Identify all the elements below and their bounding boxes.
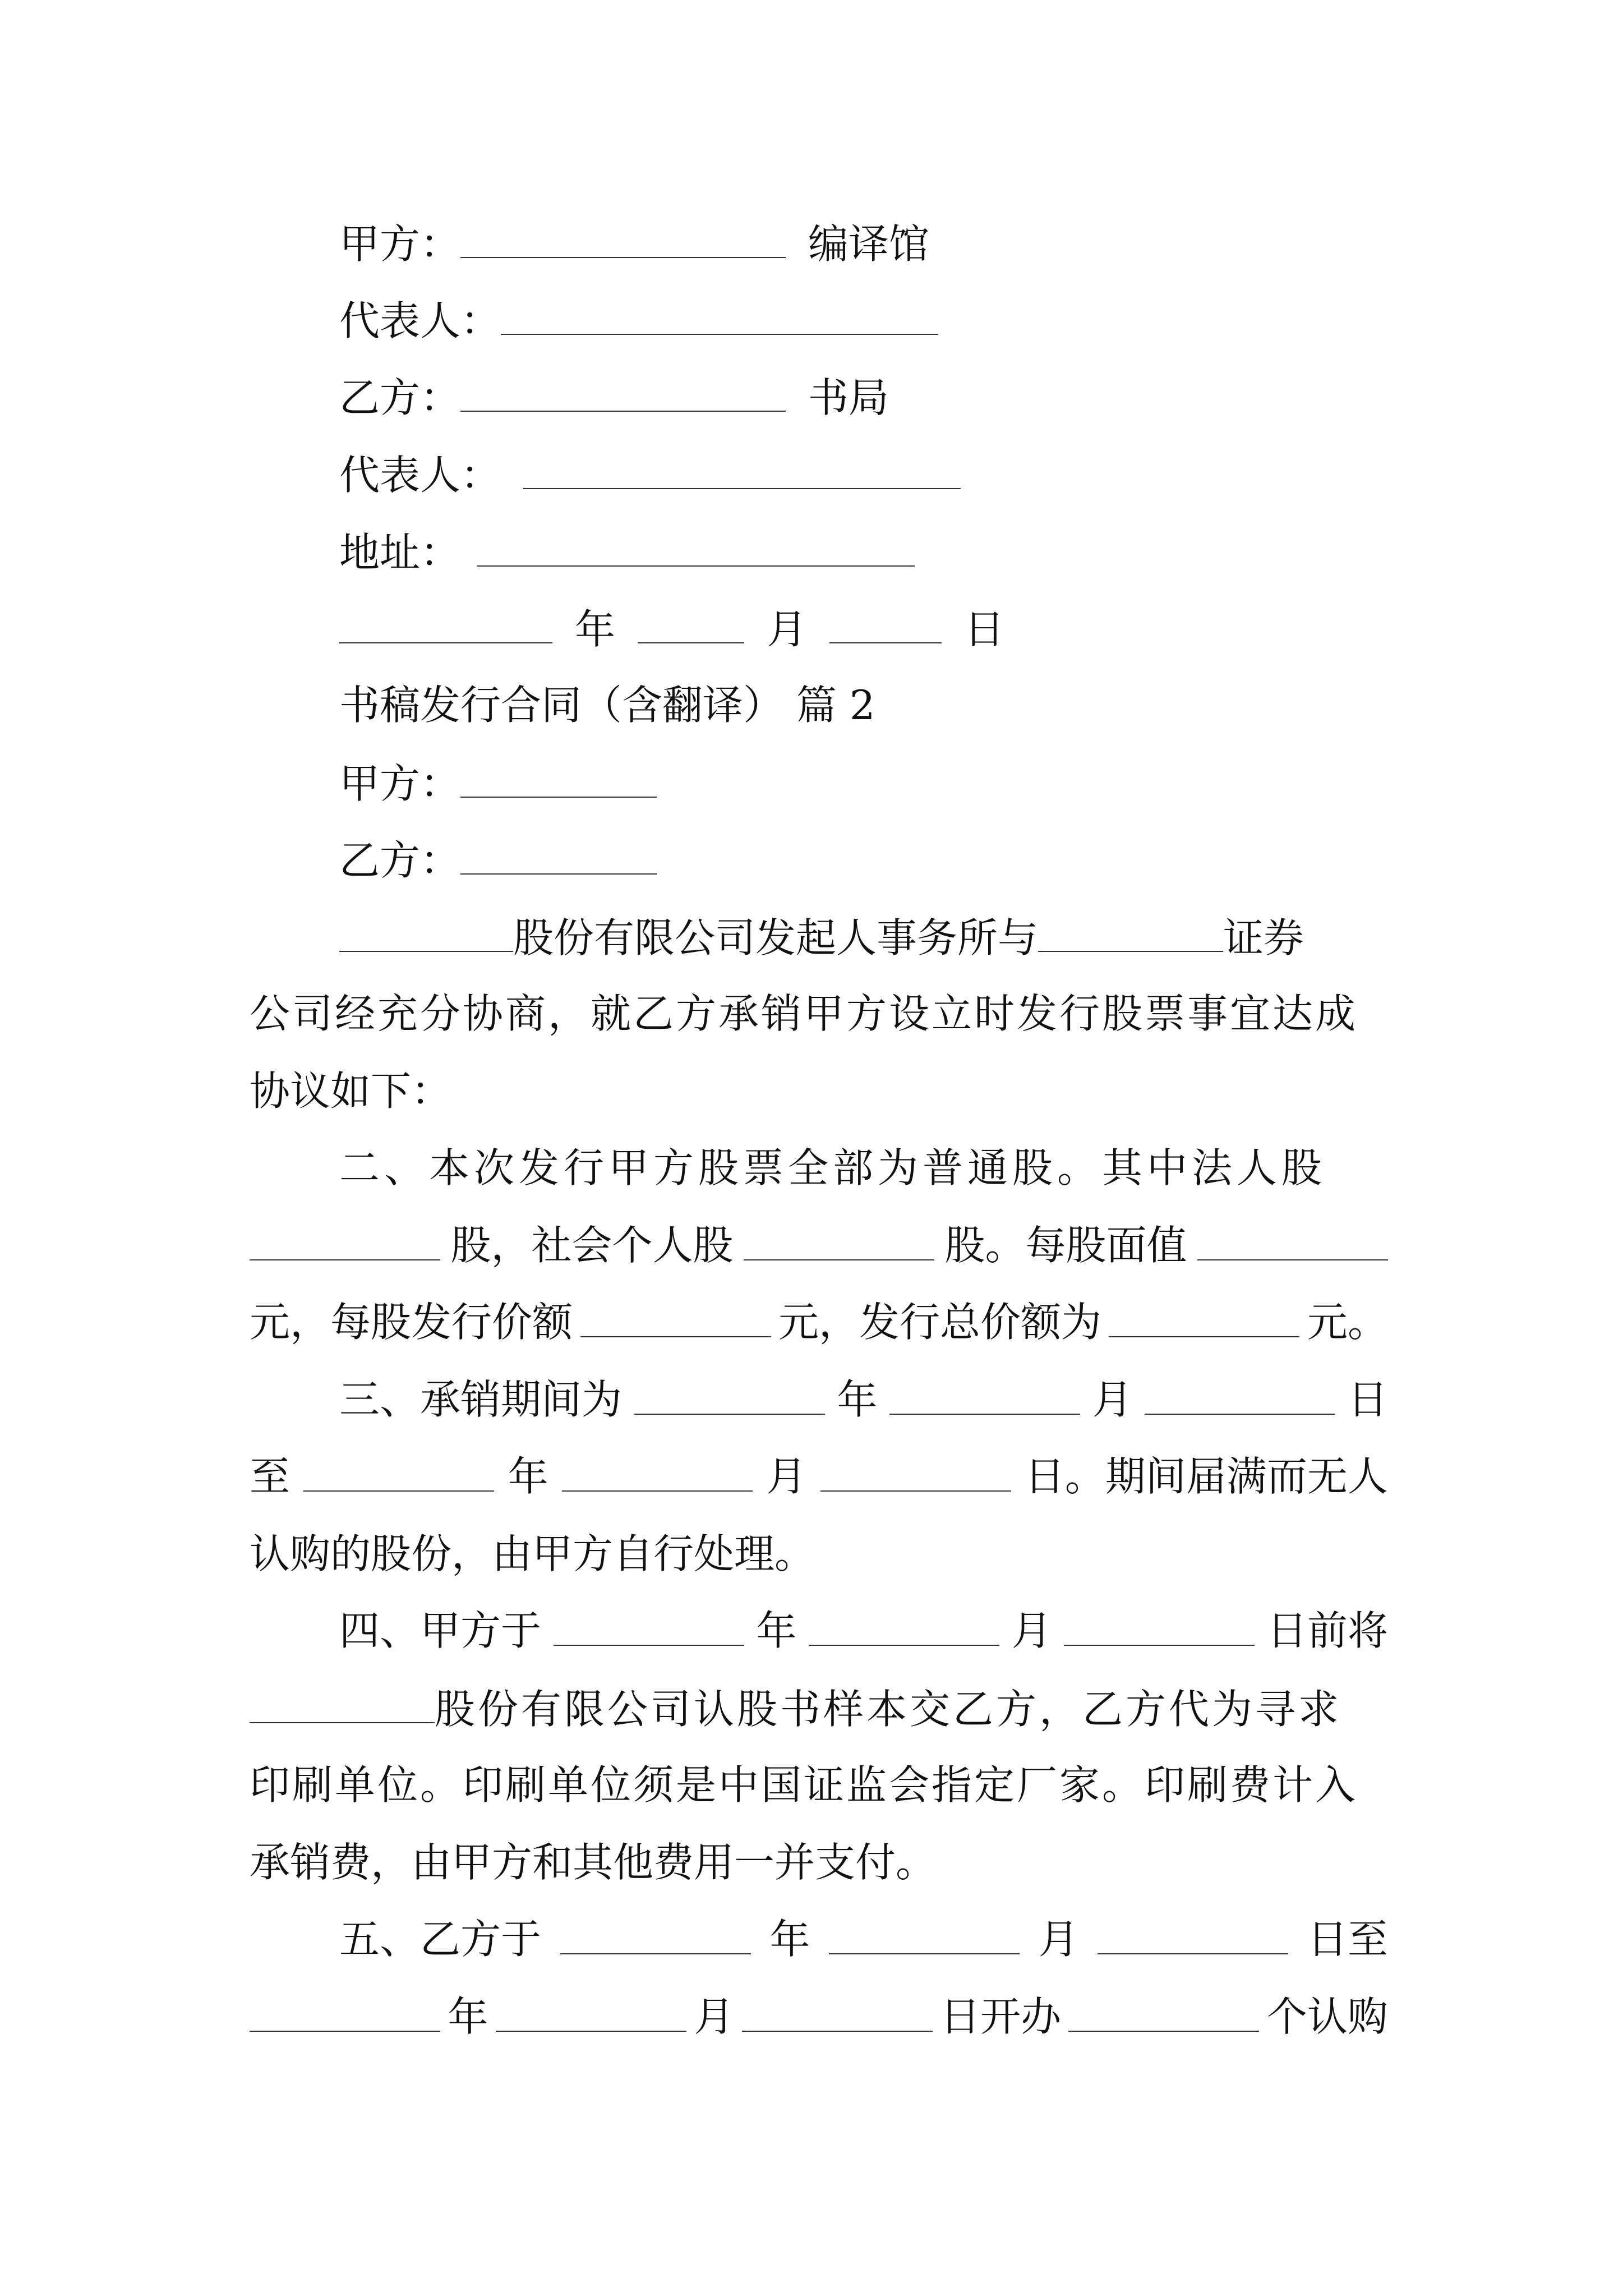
party-b-line-2 [339,834,657,885]
year-blank [339,603,552,643]
party-a-blank [460,218,786,258]
date-line [339,603,1004,654]
clause-2-text-b: 股。每股面值 [944,1222,1187,1269]
clause-4-text-a: 四、甲方于 [339,1607,542,1654]
individual-shares-blank [744,1220,934,1260]
start-year-blank [634,1374,825,1415]
clause-5-end-month: 月 [694,1993,735,2040]
clause-3-line-1 [339,1374,1388,1425]
representative-a-line [339,295,938,345]
end-year-blank [303,1451,494,1492]
end-month-blank [562,1451,753,1492]
start-month-blank [889,1374,1080,1415]
clause-2-text-e: 元。 [1307,1299,1388,1346]
intro-line-2: 公司经充分协商，就乙方承销甲方设立时发行股票事宜达成 [250,990,1358,1037]
clause-3-text-b: 至 [250,1453,291,1500]
clause-5-line-1 [339,1914,1388,1964]
clause-2-line-2 [250,1220,1388,1271]
party-b-line [339,371,889,422]
party-b-label-2: 乙方： [339,837,461,884]
day-label: 日 [964,606,1005,653]
clause-5-year: 年 [769,1916,810,1963]
contract-heading: 书稿发行合同（含翻译） 篇 2 [339,682,875,729]
clause-3-text-c: 日。期间届满而无人 [1024,1453,1388,1500]
delivery-day-blank [1064,1605,1255,1646]
party-a-label: 甲方： [339,220,461,268]
securities-blank [1038,912,1223,952]
intro-line-3: 协议如下： [250,1068,452,1115]
clause-5-text-c: 日开办 [940,1993,1062,2040]
legal-person-shares-blank [250,1220,440,1260]
issue-price-blank [580,1297,771,1337]
address-label: 地址： [339,529,461,576]
month-blank [638,603,744,643]
intro-line-1 [339,912,1388,962]
par-value-blank [1197,1220,1388,1260]
party-a-suffix: 编译馆 [808,220,930,268]
delivery-month-blank [809,1605,999,1646]
total-price-blank [1109,1297,1299,1337]
party-a-line-2 [339,757,657,808]
party-b-suffix: 书局 [808,374,889,421]
clause-4-month: 月 [1011,1607,1052,1654]
clause-4-line-1 [339,1605,1388,1656]
clause-4-line-3: 印刷单位。印刷单位须是中国证监会指定厂家。印刷费计入 [250,1761,1358,1809]
clause-5-text-a: 五、乙方于 [339,1916,542,1963]
representative-a-label: 代表人： [339,297,501,344]
clause-5-text-d: 个认购 [1266,1993,1388,2040]
clause-4-year: 年 [756,1607,797,1654]
clause-5-text-b: 日至 [1307,1916,1388,1963]
address-blank [477,526,915,567]
party-a-blank-2 [460,757,657,798]
day-blank [829,603,942,643]
month-label: 月 [767,606,808,653]
party-b-blank-2 [460,834,657,875]
start-day-blank [1145,1374,1335,1415]
clause-2-text-c: 元，每股发行价额 [250,1299,573,1346]
party-b-label: 乙方： [339,374,461,421]
clause-3-text-a: 三、承销期间为 [339,1376,623,1423]
representative-b-blank [523,449,961,489]
clause-4-text-b: 日前将 [1266,1607,1388,1654]
clause-3-month: 月 [1092,1376,1133,1423]
party-b-blank [460,371,786,412]
clause-5-line-2 [250,1991,1388,2042]
close-year-blank [250,1991,440,2032]
clause-2-text-d: 元，发行总价额为 [778,1299,1101,1346]
clause-4-line-4: 承销费，由甲方和其他费用一并支付。 [250,1839,937,1886]
clause-5-month: 月 [1038,1916,1079,1963]
delivery-year-blank [554,1605,744,1646]
address-line [339,526,915,577]
end-day-blank [820,1451,1011,1492]
intro-text-a: 股份有限公司发起人事务所与 [513,914,1039,961]
clause-2-line-3 [250,1297,1388,1347]
open-month-blank [829,1914,1020,1954]
party-a-line [339,218,929,268]
clause-4-text-c: 股份有限公司认股书样本交乙方，乙方代为寻求 [435,1686,1342,1733]
clause-3-line-3: 认购的股份，由甲方自行处理。 [250,1530,815,1577]
clause-3-line-2 [250,1451,1388,1502]
representative-a-blank [501,295,938,335]
clause-3-end-year: 年 [508,1453,548,1500]
clause-4-line-2 [250,1683,1341,1733]
close-day-blank [742,1991,933,2032]
clause-3-year: 年 [837,1376,878,1423]
representative-b-line [339,449,961,499]
clause-3-end-month: 月 [766,1453,807,1500]
close-month-blank [496,1991,686,2032]
year-label: 年 [575,606,616,653]
open-year-blank [560,1914,751,1954]
clause-5-end-year: 年 [448,1993,488,2040]
representative-b-label: 代表人： [339,452,501,499]
open-day-blank [1098,1914,1288,1954]
company-name-blank [250,1683,435,1723]
clause-2-line-1: 二、本次发行甲方股票全部为普通股。其中法人股 [339,1144,1327,1191]
company-blank [339,912,513,952]
party-a-label-2: 甲方： [339,760,461,807]
clause-3-day: 日 [1347,1376,1388,1423]
clause-2-text-a: 股，社会个人股 [450,1222,734,1269]
outlet-count-blank [1068,1991,1259,2032]
intro-text-b: 证券 [1223,914,1304,961]
